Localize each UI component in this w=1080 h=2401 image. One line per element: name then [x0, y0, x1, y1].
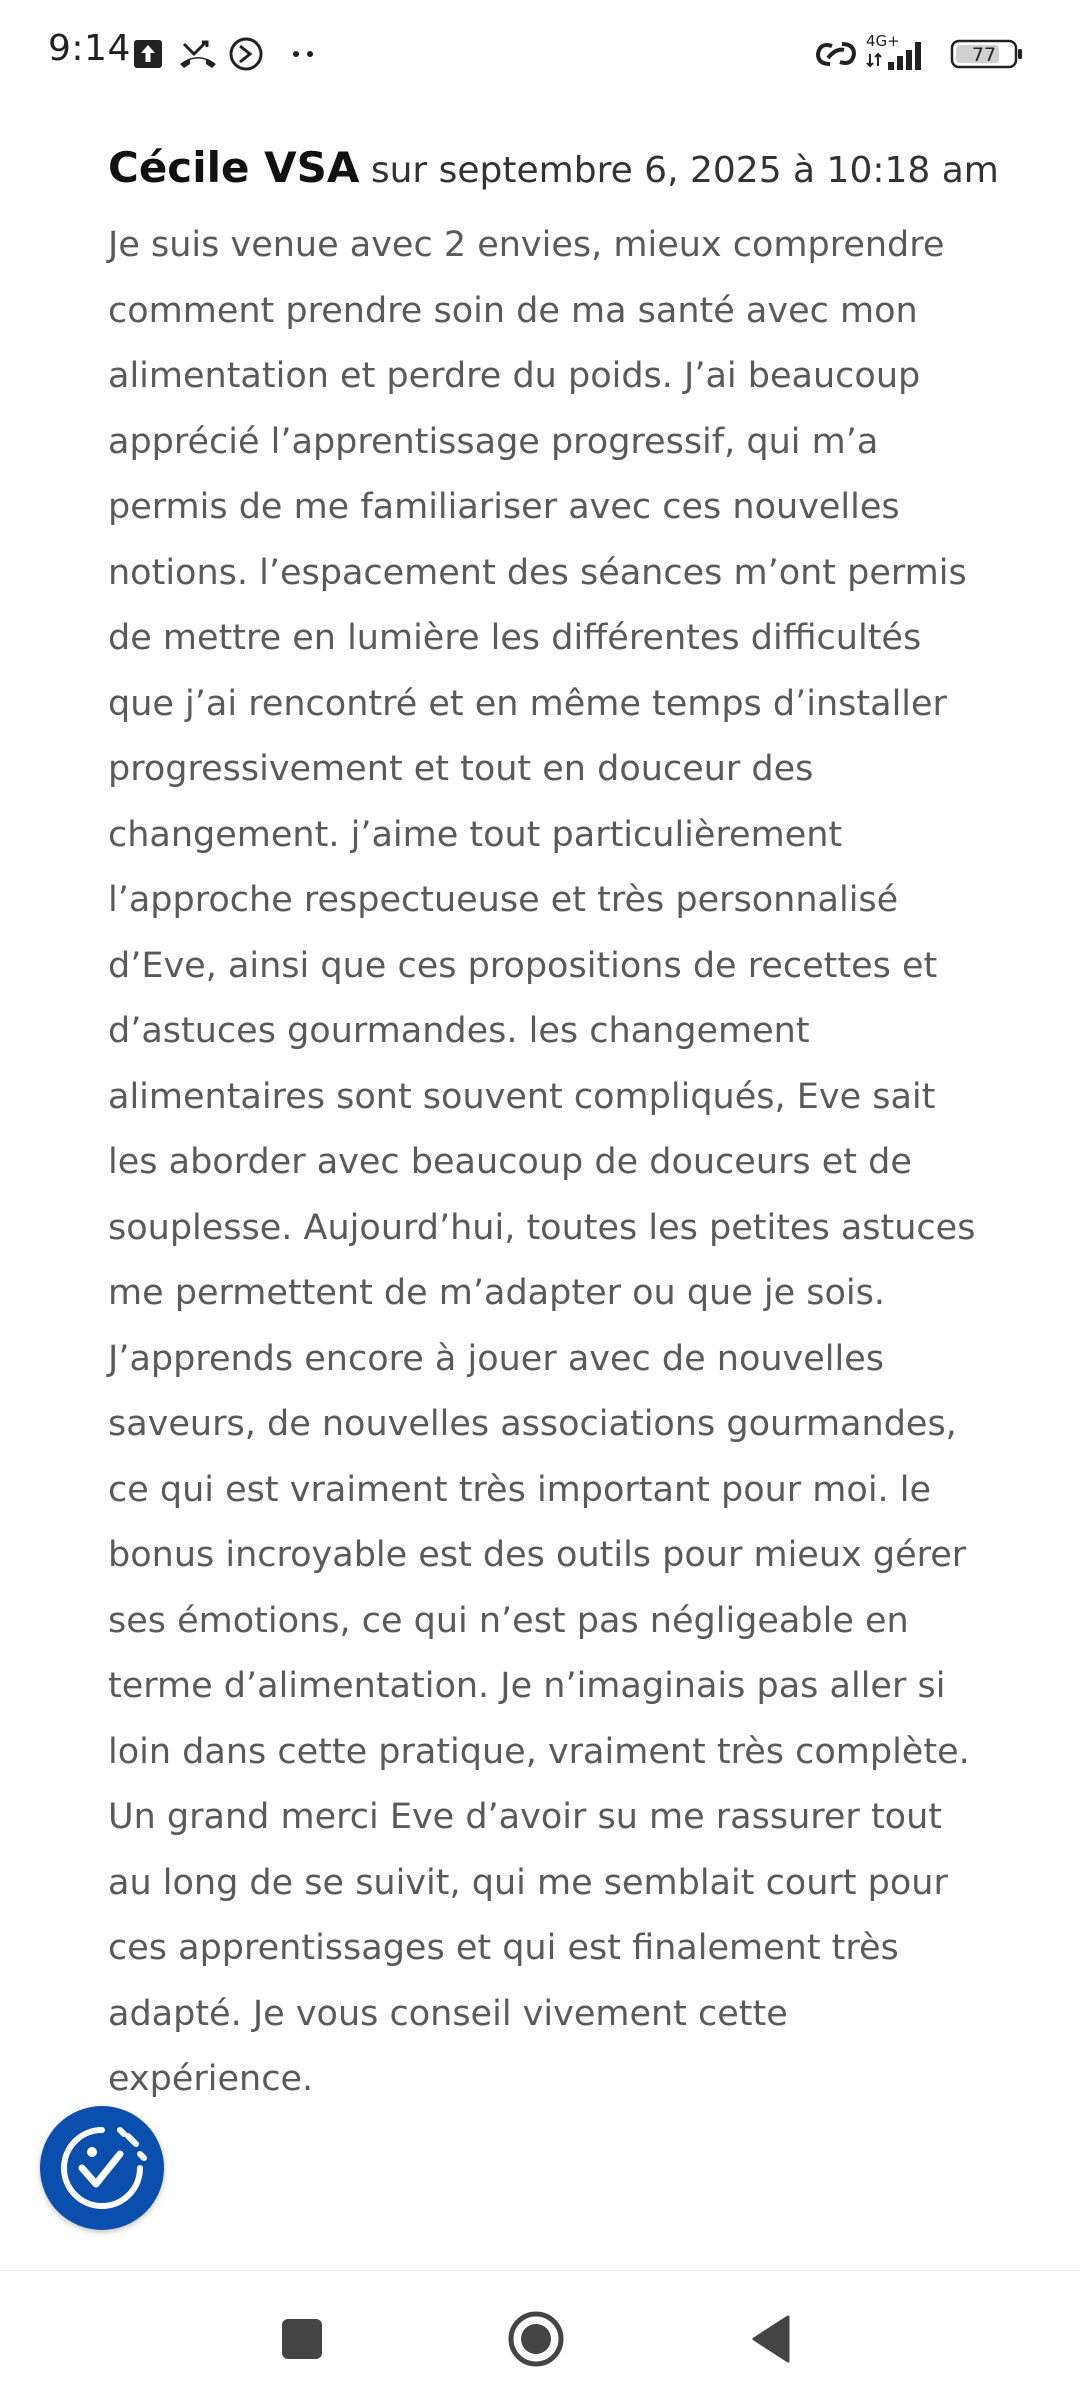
home-button[interactable]	[504, 2307, 568, 2371]
network-type-label: 4G+	[866, 32, 900, 50]
upload-icon	[132, 32, 164, 76]
comment-date: sur septembre 6, 2025 à 10:18 am	[370, 150, 999, 191]
comment-header	[108, 136, 999, 203]
status-time: 9:14	[48, 28, 131, 69]
comment	[108, 136, 999, 2113]
accessibility-button[interactable]	[40, 2106, 164, 2230]
recent-apps-button[interactable]	[270, 2307, 334, 2371]
navigation-bar	[0, 2270, 1080, 2401]
back-button[interactable]	[740, 2307, 804, 2371]
more-dots-icon	[290, 32, 318, 76]
signal-icon	[866, 32, 936, 76]
square-icon	[270, 2307, 334, 2371]
clock-icon	[226, 32, 266, 76]
link-icon	[812, 32, 860, 76]
accessibility-icon	[40, 2106, 164, 2230]
status-bar	[0, 0, 1080, 110]
comment-author: Cécile VSA	[108, 143, 360, 192]
battery-icon	[950, 32, 1024, 76]
back-triangle-icon	[740, 2307, 804, 2371]
missed-call-icon	[176, 32, 220, 76]
battery-level: 77	[971, 44, 997, 66]
comment-text: Je suis venue avec 2 envies, mieux comprendre comment prendre soin de ma santé avec mon alimentation et perdre du poids. J’ai beaucoup apprécié l’apprentissage progressif, qui m’a permis de me familiariser avec ces nouvelles notions. l’espacement des séances m’ont permis de mettre en lumière les différentes difficultés que j’ai rencontré et en même temps d’installer progressivement et tout en douceur des changement. j’aime tout particulièrement l’approche respectueuse et très personnalisé d’Eve, ainsi que ces propositions de recettes et d’astuces gourmandes. les changement alimentaires sont souvent compliqués, Eve sait les aborder avec beaucoup de douceurs et de souplesse. Aujourd’hui, toutes les petites astuces me permettent de m’adapter ou que je sois. J’apprends encore à jouer avec de nouvelles saveurs, de nouvelles associations gourmandes, ce qui est vraiment très important pour moi. le bonus incroyable est des outils pour mieux gérer ses émotions, ce qui n’est pas négligeable en terme d’alimentation. Je n’imaginais pas aller si loin dans cette pratique, vraiment très complète. Un grand merci Eve d’avoir su me rassurer tout au long de se suivit, qui me semblait court pour ces apprentissages et qui est finalement très adapté. Je vous conseil vivement cette expérience.	[108, 225, 976, 2099]
home-circle-icon	[504, 2307, 568, 2371]
